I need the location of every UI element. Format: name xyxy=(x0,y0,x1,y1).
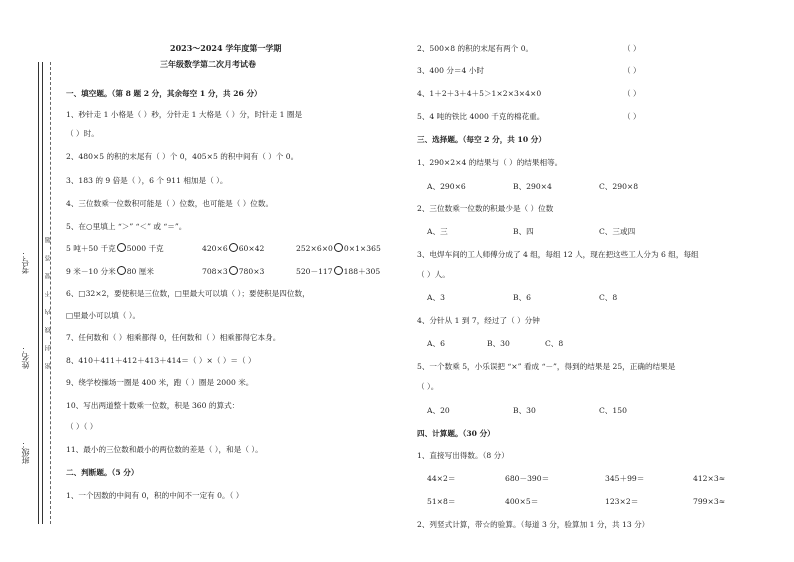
compare-right: 5000 千克 xyxy=(126,244,164,253)
compare-circle[interactable] xyxy=(117,266,126,275)
choice-option: A、三 xyxy=(427,227,448,236)
calc-item: 345＋99＝ xyxy=(605,474,645,483)
answer-paren: （ ） xyxy=(623,89,641,98)
question-text: 5、在○里填上 “＞” “＜” 或 “＝”。 xyxy=(66,222,187,231)
answer-paren: （ ） xyxy=(623,44,641,53)
question-text: 3、183 的 9 倍是（ ），6 个 911 相加是（ ）。 xyxy=(66,176,228,185)
question-text: 10、写出两道整十数乘一位数，积是 360 的算式： xyxy=(66,401,240,410)
calc-item: 44×2＝ xyxy=(427,474,456,483)
choice-option: C、三或四 xyxy=(599,227,636,236)
compare-right: 0×1×365 xyxy=(343,244,381,253)
binding-line xyxy=(38,62,39,524)
compare-left: 520－117 xyxy=(296,267,333,276)
exam-title-year: 2023～2024 学年度第一学期 xyxy=(170,43,282,53)
compare-left: 420×6 xyxy=(202,244,228,253)
comparison-row xyxy=(296,266,380,276)
compare-left: 5 吨＋50 千克 xyxy=(66,244,116,253)
compare-left: 708×3 xyxy=(202,267,228,276)
question-text: 4、1＋2＋3＋4＋5＞1×2×3×4×0 xyxy=(417,89,542,98)
question-text: 4、分针从 1 到 7，经过了（ ）分钟 xyxy=(417,316,540,325)
exam-no-label: 考号： xyxy=(21,250,30,274)
question-text: 6、□32×2，要使积是三位数，□里最大可以填（ ）；要使积是四位数， xyxy=(66,289,310,298)
question-text: 1、290×2×4 的结果与（ ）的结果相等。 xyxy=(417,158,563,167)
section-choice-heading: 三、选择题。（每空 2 分，共 10 分） xyxy=(417,135,546,144)
question-text: （ ）。 xyxy=(417,382,439,391)
calc-item: 799×3≈ xyxy=(693,497,726,506)
answer-paren: （ ） xyxy=(623,112,641,121)
question-text: 7、任何数和（ ）相乘都得 0，任何数和（ ）相乘都得它本身。 xyxy=(66,333,281,342)
question-text: □里最小可以填（ ）。 xyxy=(66,311,141,320)
choice-option: B、30 xyxy=(513,406,536,415)
question-text: 2、三位数乘一位数的积最少是（ ）位数 xyxy=(417,204,554,213)
calc-item: 412×3≈ xyxy=(693,474,726,483)
choice-option: B、290×4 xyxy=(513,182,552,191)
comparison-row xyxy=(202,266,264,276)
comparison-row xyxy=(202,243,264,253)
binding-line xyxy=(42,62,43,524)
compare-circle[interactable] xyxy=(334,243,343,252)
calc-item: 123×2＝ xyxy=(605,497,639,506)
calc-item: 680－390＝ xyxy=(505,474,550,483)
choice-option: A、290×6 xyxy=(427,182,466,191)
compare-right: 80 厘米 xyxy=(126,267,154,276)
section-true-false-heading: 二、判断题。（5 分） xyxy=(66,468,139,477)
answer-paren: （ ） xyxy=(623,66,641,75)
compare-right: 188＋305 xyxy=(343,267,381,276)
seal-notice: 密封线内不要答题 xyxy=(45,225,52,369)
question-text: 1、一个因数的中间有 0，积的中间不一定有 0。（ ） xyxy=(66,491,244,500)
choice-option: A、6 xyxy=(427,339,445,348)
compare-circle[interactable] xyxy=(334,266,343,275)
question-text: （ ）（ ） xyxy=(66,422,98,431)
calc-item: 400×5＝ xyxy=(505,497,539,506)
question-text: 1、直接写出得数。（8 分） xyxy=(417,451,509,460)
question-text: 3、电焊车间的工人师傅分成了 4 组，每组 12 人，现在把这些工人分为 6 组，每组 xyxy=(417,250,699,259)
choice-option: C、150 xyxy=(599,406,627,415)
compare-left: 252×6×0 xyxy=(296,244,333,253)
question-text: 8、410＋411＋412＋413＋414＝（ ）×（ ）＝（ ） xyxy=(66,356,256,365)
choice-option: A、20 xyxy=(427,406,450,415)
question-text: （ ）时。 xyxy=(66,129,99,138)
question-text: 1、秒针走 1 小格是（ ）秒，分针走 1 大格是（ ）分，时针走 1 圈是 xyxy=(66,110,303,119)
question-text: 5、一个数乘 5，小乐误把 “×” 看成 “－”，得到的结果是 25，正确的结果是 xyxy=(417,362,676,371)
binding-margin xyxy=(0,0,62,562)
question-text: 9、绕学校操场一圈是 400 米，跑（ ）圈是 2000 米。 xyxy=(66,378,254,387)
compare-left: 9 米－10 分米 xyxy=(66,267,116,276)
choice-option: C、290×8 xyxy=(599,182,639,191)
question-text: 2、500×8 的积的末尾有两个 0。 xyxy=(417,44,534,53)
choice-option: A、3 xyxy=(427,293,445,302)
compare-circle[interactable] xyxy=(117,243,126,252)
question-text: 4、三位数乘一位数积可能是（ ）位数，也可能是（ ）位数。 xyxy=(66,199,274,208)
compare-circle[interactable] xyxy=(229,266,238,275)
choice-option: C、8 xyxy=(545,339,564,348)
name-label: 姓名： xyxy=(21,345,30,369)
question-text: 3、400 分＝4 小时 xyxy=(417,66,484,75)
calc-item: 51×8＝ xyxy=(427,497,456,506)
section-fill-blank-heading: 一、填空题。（第 8 题 2 分，其余每空 1 分，共 26 分） xyxy=(66,89,262,98)
question-text: 2、480×5 的积的末尾有（ ）个 0，405×5 的积中间有（ ）个 0。 xyxy=(66,152,299,161)
choice-option: C、8 xyxy=(599,293,618,302)
comparison-row xyxy=(66,243,164,253)
choice-option: B、6 xyxy=(513,293,532,302)
compare-right: 60×42 xyxy=(238,244,265,253)
choice-option: B、30 xyxy=(487,339,510,348)
compare-circle[interactable] xyxy=(229,243,238,252)
question-text: 2、列竖式计算，带☆的验算。（每道 3 分，验算加 1 分，共 13 分） xyxy=(417,520,650,529)
compare-right: 780×3 xyxy=(238,267,265,276)
class-label: 班级： xyxy=(21,440,30,464)
question-text: 11、最小的三位数和最小的两位数的差是（ ），和是（ ）。 xyxy=(66,445,263,454)
choice-option: B、四 xyxy=(513,227,534,236)
section-calculation-heading: 四、计算题。（30 分） xyxy=(417,429,495,438)
question-text: （ ）人。 xyxy=(417,270,450,279)
question-text: 5、4 吨的铁比 4000 千克的棉花重。 xyxy=(417,112,545,121)
comparison-row xyxy=(66,266,154,276)
comparison-row xyxy=(296,243,381,253)
exam-title: 三年级数学第二次月考试卷 xyxy=(160,59,256,69)
